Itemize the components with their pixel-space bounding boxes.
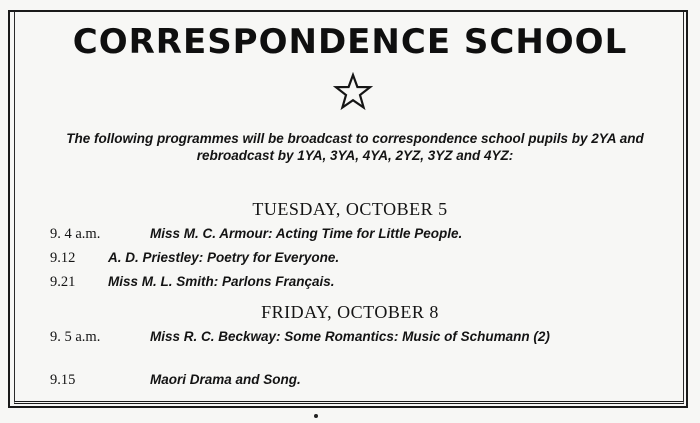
intro-paragraph: The following programmes will be broadcast to correspondence school pupils by 2YA and rebroadcast by 1YA, 3YA, 4YA, 2YZ, 3YZ and 4YZ: [66,131,644,163]
programme-description: Miss M. C. Armour: Acting Time for Little People. [150,226,463,241]
programme-time: 9. 5 a.m. [50,329,101,345]
star-outline-icon [333,72,373,112]
programme-description: A. D. Priestley: Poetry for Everyone. [108,250,340,265]
programme-time: 9.12 [50,250,76,266]
programme-description: Miss R. C. Beckway: Some Romantics: Music of Schumann (2) [150,329,550,344]
programme-time: 9.21 [50,274,76,290]
print-speck [314,414,318,418]
list-item [50,327,670,347]
programme-time: 9.15 [50,372,76,388]
day-heading-friday: FRIDAY, OCTOBER 8 [261,302,439,322]
day-heading-tuesday: TUESDAY, OCTOBER 5 [252,199,448,219]
list-item [50,370,670,390]
programme-time: 9. 4 a.m. [50,226,101,242]
list-item [50,224,670,244]
programme-description: Miss M. L. Smith: Parlons Français. [108,274,335,289]
page-title: CORRESPONDENCE SCHOOL [72,22,628,62]
list-item [50,248,670,268]
programme-description: Maori Drama and Song. [150,372,301,387]
list-item [50,272,670,292]
